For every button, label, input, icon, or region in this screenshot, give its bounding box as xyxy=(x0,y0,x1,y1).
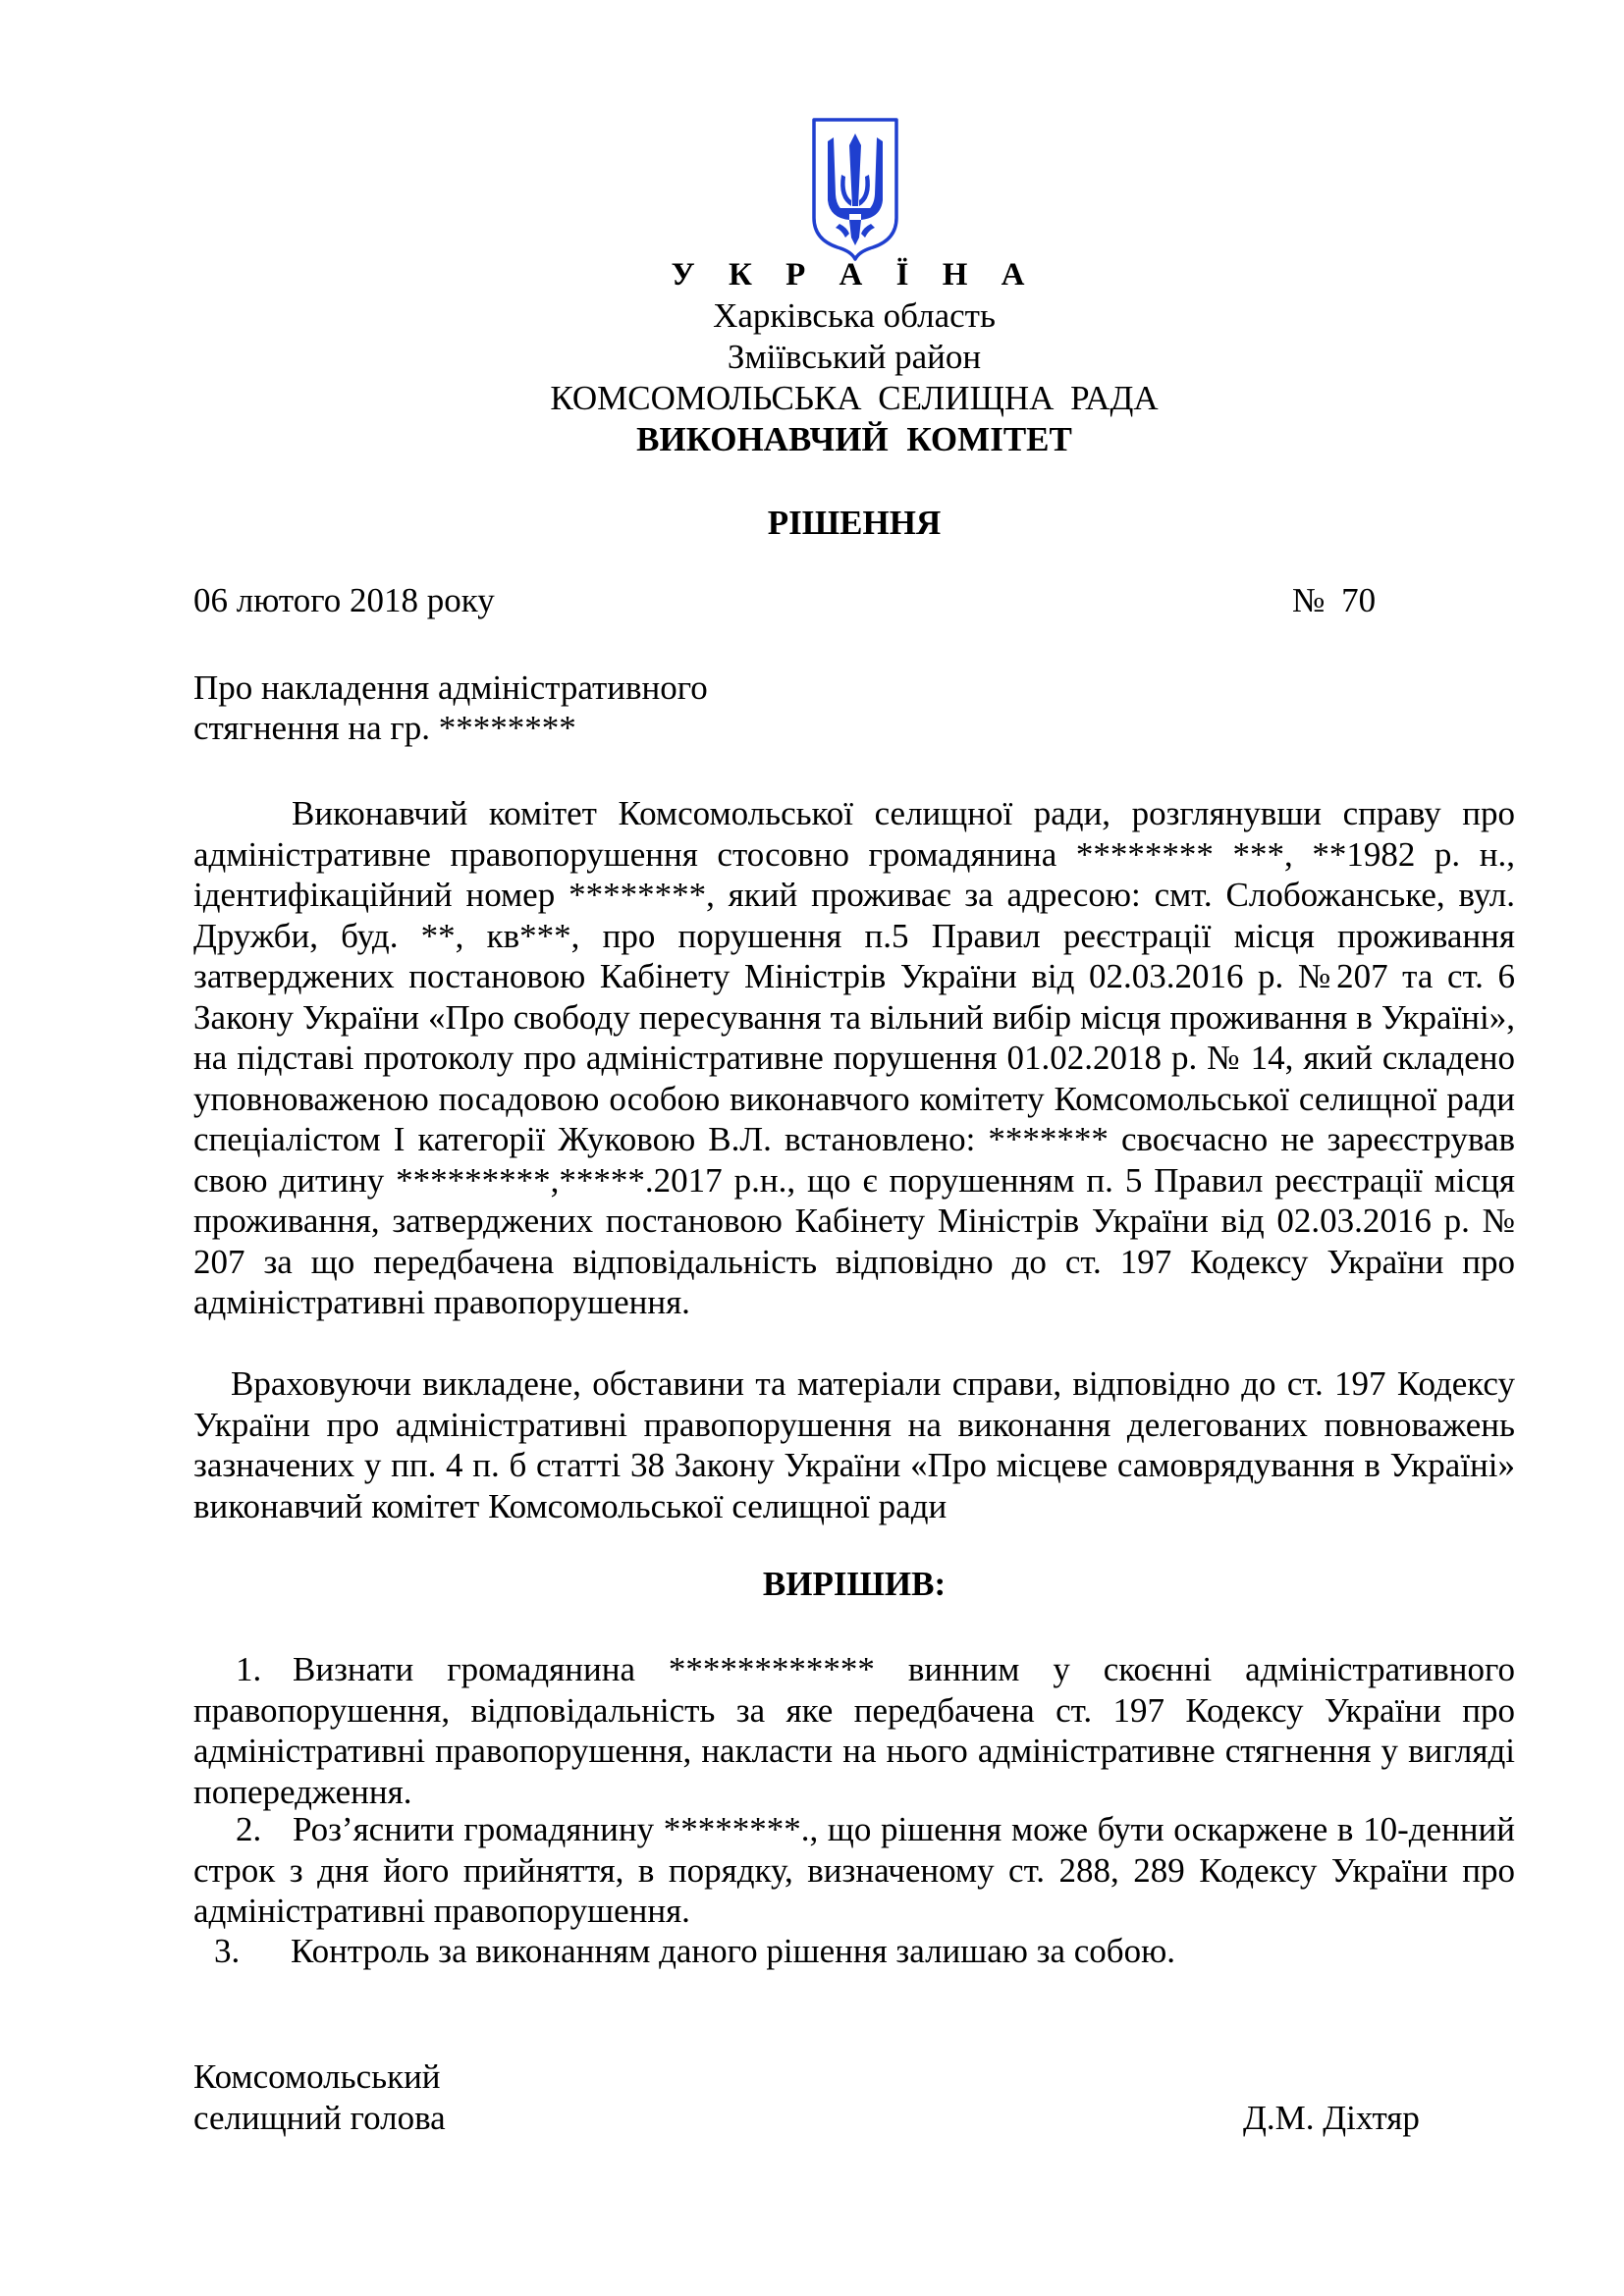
document-date: 06 лютого 2018 року xyxy=(193,581,495,619)
resolved-heading: ВИРІШИВ: xyxy=(762,1565,947,1603)
document-title: РІШЕННЯ xyxy=(767,504,942,542)
subject-line-2: стягнення на гр. ******** xyxy=(193,709,576,747)
resolution-item-1 xyxy=(193,1649,1515,1812)
council-line: КОМСОМОЛЬСЬКА СЕЛИЩНА РАДА xyxy=(550,379,1159,417)
paragraph-2: Враховуючи викладене, обставини та матеріали справи, відповідно до ст. 197 Кодексу України про адміністративні правопорушення на виконання делегованих повноважень зазначених у пп. 4 п. б статті 38 Закону України «Про місцеве самоврядування в Україні» виконавчий комітет Комсомольської селищної ради xyxy=(193,1364,1515,1525)
item-number: 1. xyxy=(236,1650,262,1688)
subject-line-1: Про накладення адміністративного xyxy=(193,668,708,707)
document-subject xyxy=(193,667,708,748)
document-number: № 70 xyxy=(1292,581,1377,619)
item-number: 3. xyxy=(214,1932,241,1970)
item-number: 2. xyxy=(236,1810,262,1848)
paragraph-1: Виконавчий комітет Комсомольської селищної ради, розглянувши справу про адміністративне правопорушення стосовно громадянина ******** ***, **1982 р. н., ідентифікаційний номер ********, який проживає за адресою: смт. Слобожанське, вул. Дружби, буд. **, кв***, про порушення п.5 Правил реєстрації місця проживання затверджених постановою Кабінету Міністрів України від 02.03.2016 р. №207 та ст. 6 Закону України «Про свободу пересування та вільний вибір місця проживання в Україні», на підставі протоколу про адміністративне порушення 01.02.2018 р. № 14, який складено уповноваженою посадовою особою виконавчого комітету Комсомольської селищної ради спеціалістом І категорії Жуковою В.Л. встановлено: ******* своєчасно не зареєстрував свою дитину *********,*****.2017 р.н., що є порушенням п. 5 Правил реєстрації місця проживання, затверджених постановою Кабінету Міністрів України від 02.03.2016 р. № 207 за що передбачена відповідальність відповідно до ст. 197 Кодексу України про адміністративні правопорушення. xyxy=(193,794,1515,1321)
trident-emblem-icon xyxy=(810,116,900,261)
position-line-1: Комсомольський xyxy=(193,2057,441,2096)
signatory-position xyxy=(193,2056,446,2139)
committee-line: ВИКОНАВЧИЙ КОМІТЕТ xyxy=(636,420,1072,458)
district-line: Зміївський район xyxy=(727,338,982,376)
position-line-2: селищний голова xyxy=(193,2099,446,2137)
item-text: Контроль за виконанням даного рішення залишаю за собою. xyxy=(291,1932,1176,1970)
item-text: Визнати громадянина ************ винним у скоєнні адміністративного правопорушення, відповідальність за яке передбачена ст. 197 Кодексу України про адміністративні правопорушення, накласти на нього адміністративне стягнення у вигляді попередження. xyxy=(193,1650,1515,1811)
resolution-item-2 xyxy=(193,1809,1515,1932)
region-line: Харківська область xyxy=(713,296,996,335)
country-title: У К Р А Ї Н А xyxy=(671,257,1038,293)
item-text: Роз’яснити громадянину ********., що рішення може бути оскаржене в 10-денний строк з дня його прийняття, в порядку, визначеному ст. 288, 289 Кодексу України про адміністративні правопорушення. xyxy=(193,1810,1515,1930)
resolution-item-3 xyxy=(214,1931,1490,1972)
signatory-name: Д.М. Діхтяр xyxy=(1243,2099,1420,2137)
